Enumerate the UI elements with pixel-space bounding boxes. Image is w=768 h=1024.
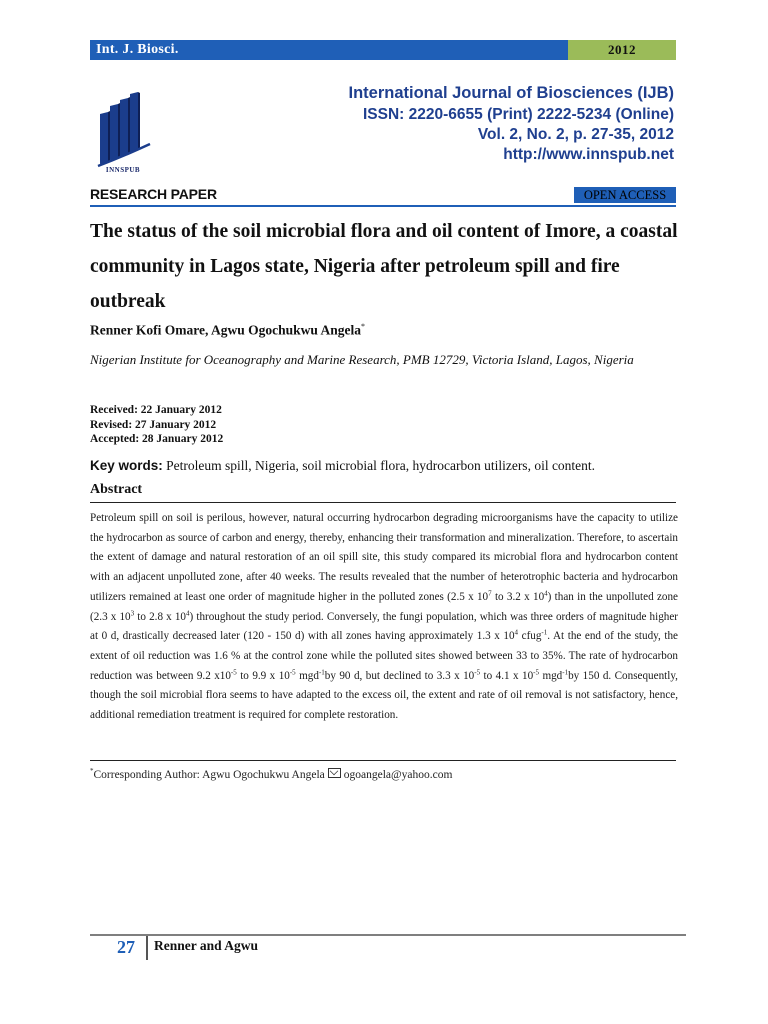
abstract-exponent: -5 [474, 667, 481, 676]
keywords [90, 458, 595, 474]
abstract-run: cfug [518, 630, 542, 643]
abstract-run: by 90 d, but declined to 3.3 x 10 [324, 669, 475, 682]
abstract-run: . At the end of the study, the extent of oil reduction was 1.6 % at the control zone while the polluted sites showed between 33 to 35%. The rate of hydrocarbon reduction was between 9.2 x10 [90, 630, 678, 682]
abstract-run: by 150 d. Consequently, though the soil microbial flora seems to have adapted to the excess oil, the extent and rate of oil removal is not satisfactory, hence, additional remediation treatment is required for complete restoration. [90, 669, 678, 722]
author-affiliation: Nigerian Institute for Oceanography and Marine Research, PMB 12729, Victoria Island, Lagos, Nigeria [90, 352, 634, 367]
corresponding-author-name: Corresponding Author: Agwu Ogochukwu Angela [93, 768, 325, 781]
footer-divider [90, 934, 686, 936]
page-number: 27 [117, 937, 135, 957]
journal-name: International Journal of Biosciences (IJB) [348, 84, 674, 102]
article-type-label: RESEARCH PAPER [90, 186, 217, 202]
running-head: Renner and Agwu [154, 938, 259, 953]
abstract-exponent: -5 [533, 667, 539, 676]
abstract-run: ) than in the unpolluted zone (2.3 x 10 [90, 590, 678, 623]
journal-url-link[interactable]: http://www.innspub.net [503, 146, 674, 163]
date-received: Received: 22 January 2012 [90, 404, 222, 416]
corresponding-email-link[interactable]: ogoangela@yahoo.com [343, 768, 453, 781]
abstract-exponent: -5 [230, 667, 237, 676]
logo-text: INNSPUB [105, 166, 141, 174]
abstract-run: ) throughout the study period. Conversely, the fungi population, which was three orders of magnitude higher at 0 d, drastically decreased later (120 - 150 d) with all zones having approximately 1.3 x 10 [90, 610, 679, 643]
corresponding-author [90, 767, 452, 781]
author-names: Renner Kofi Omare, Agwu Ogochukwu Angela [90, 322, 362, 338]
abstract-run: mgd [295, 669, 319, 682]
abstract-exponent: 3 [130, 608, 135, 617]
abstract-run: to 4.1 x 10 [480, 669, 534, 682]
keywords-label: Key words: [90, 458, 163, 473]
author-corresponding-mark: * [361, 322, 366, 331]
open-access-badge: OPEN ACCESS [574, 187, 676, 203]
keywords-list: Petroleum spill, Nigeria, soil microbial flora, hydrocarbon utilizers, oil content. [162, 458, 596, 473]
email-icon [328, 768, 341, 778]
abstract-exponent: -1 [562, 667, 569, 676]
abstract-exponent: 4 [544, 589, 548, 598]
journal-issn: ISSN: 2220-6655 (Print) 2222-5234 (Online) [363, 106, 674, 123]
abstract-run: to 3.2 x 10 [491, 590, 545, 603]
publication-year: 2012 [608, 42, 636, 57]
abstract-run: to 9.9 x 10 [236, 669, 290, 682]
footer-separator [146, 936, 148, 960]
abstract-exponent: -1 [541, 628, 548, 637]
abstract-run: to 2.8 x 10 [134, 610, 187, 623]
abstract-exponent: -5 [289, 667, 296, 676]
date-accepted: Accepted: 28 January 2012 [90, 433, 224, 445]
innspub-logo-icon [96, 92, 152, 172]
article-authors [90, 322, 365, 339]
corresponding-mark: * [90, 767, 94, 775]
abstract-divider-bottom [90, 760, 676, 761]
journal-volume: Vol. 2, No. 2, p. 27-35, 2012 [477, 126, 674, 143]
abstract-heading: Abstract [90, 482, 143, 497]
abstract-exponent: 4 [186, 608, 190, 617]
date-revised: Revised: 27 January 2012 [90, 418, 217, 431]
header-divider [90, 205, 676, 207]
article-title: The status of the soil microbial flora and oil content of Imore, a coastal community in Lagos state, Nigeria after petroleum spill and fire outbreak [90, 221, 678, 312]
abstract-divider-top [90, 502, 676, 503]
abstract-exponent: 4 [514, 628, 519, 637]
abstract-exponent: -1 [318, 667, 325, 676]
abstract-exponent: 7 [488, 589, 492, 598]
abstract-text [90, 509, 678, 726]
journal-abbreviation: Int. J. Biosci. [96, 42, 179, 57]
abstract-run: mgd [539, 669, 563, 682]
abstract-run: Petroleum spill on soil is perilous, however, natural occurring hydrocarbon degrading microorganisms have the capacity to utilize the hydrocarbon as source of carbon and energy, thereby, enhancing their transformation and mineralization. Therefore, to ascertain the extent of damage and natural restoration of an oil spill site, this study compared its microbial flora and hydrocarbon content with an adjacent unpolluted zone, after 40 weeks. The results revealed that the number of heterotrophic bacteria and hydrocarbon utilizers remained at least one order of magnitude higher in the polluted zones (2.5 x 10 [90, 512, 678, 603]
article-dates [90, 403, 223, 447]
